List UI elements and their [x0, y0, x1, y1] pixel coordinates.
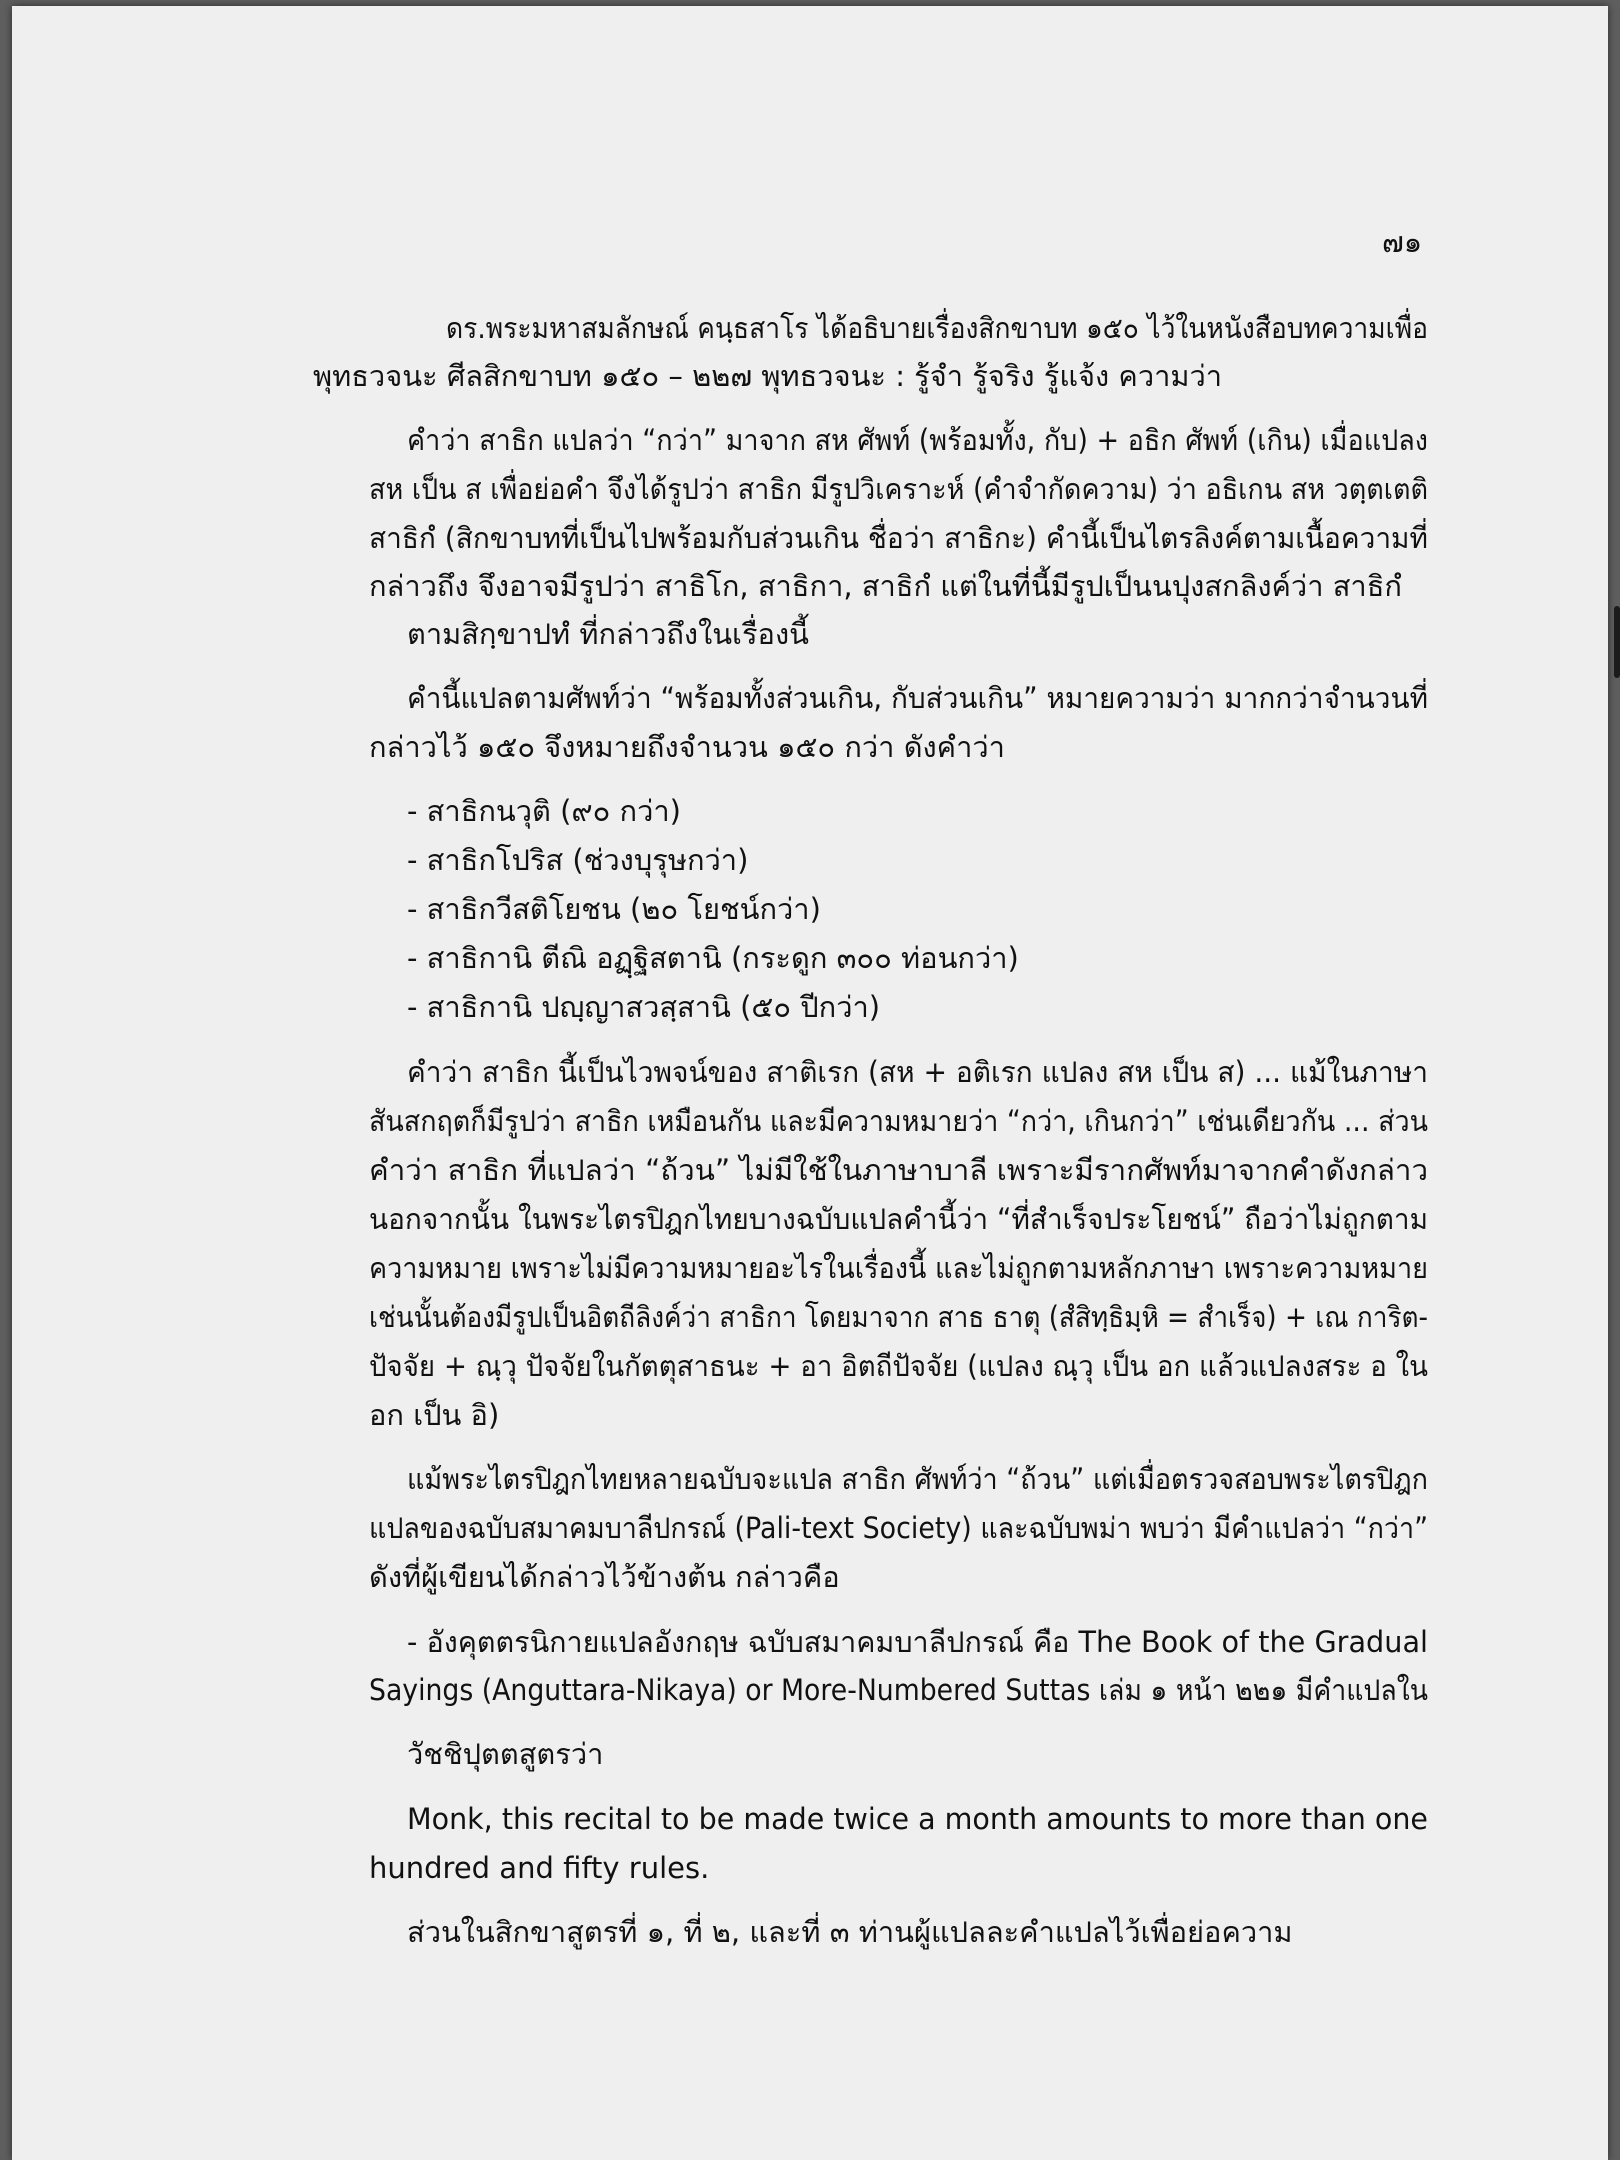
text-line: ตามสิกฺขาปทํ ที่กล่าวถึงในเรื่องนี้	[407, 617, 809, 651]
text-line: hundred and fifty rules.	[369, 1851, 710, 1885]
text-line: พุทธวจนะ ศีลสิกขาบท ๑๕๐ – ๒๒๗ พุทธวจนะ : รู้จำ รู้จริง รู้แจ้ง ความว่า	[313, 359, 1223, 393]
text-line: - อังคุตตรนิกายแปลอังกฤษ ฉบับสมาคมบาลีปกรณ์ คือ The Book of the Gradual	[407, 1625, 1428, 1659]
text-line: อก เป็น อิ)	[369, 1398, 500, 1432]
scrollbar-thumb[interactable]	[1614, 606, 1620, 678]
text-line: แม้พระไตรปิฎกไทยหลายฉบับจะแปล สาธิก ศัพท์ว่า “ถ้วน” แต่เมื่อตรวจสอบพระไตรปิฎก	[407, 1462, 1428, 1496]
text-line: - สาธิกโปริส (ช่วงบุรุษกว่า)	[407, 843, 749, 877]
text-line: วัชชิปุตตสูตรว่า	[407, 1737, 604, 1771]
text-line: ดังที่ผู้เขียนได้กล่าวไว้ข้างต้น กล่าวคือ	[369, 1560, 840, 1594]
text-line: - สาธิกนวุติ (๙๐ กว่า)	[407, 794, 681, 828]
document-page	[12, 6, 1608, 2160]
text-line: - สาธิกานิ ตีณิ อฏฺฐิสตานิ (กระดูก ๓๐๐ ท่อนกว่า)	[407, 941, 1019, 975]
text-line: ส่วนในสิกขาสูตรที่ ๑, ที่ ๒, และที่ ๓ ท่านผู้แปลละคำแปลไว้เพื่อย่อความ	[407, 1915, 1293, 1949]
text-line: คำว่า สาธิก ที่แปลว่า “ถ้วน” ไม่มีใช้ในภาษาบาลี เพราะมีรากศัพท์มาจากคำดังกล่าว	[369, 1153, 1428, 1187]
text-line: - สาธิกานิ ปญฺญาสวสฺสานิ (๕๐ ปีกว่า)	[407, 990, 881, 1024]
page-number: ๗๑	[1382, 225, 1423, 259]
text-line: แปลของฉบับสมาคมบาลีปกรณ์ (Pali-text Society) และฉบับพม่า พบว่า มีคำแปลว่า “กว่า”	[369, 1511, 1428, 1545]
text-line: ปัจจัย + ณฺวุ ปัจจัยในกัตตุสาธนะ + อา อิตถีปัจจัย (แปลง ณฺวุ เป็น อก แล้วแปลงสระ อ ใน	[369, 1349, 1428, 1383]
text-line: สาธิกํ (สิกขาบทที่เป็นไปพร้อมกับส่วนเกิน ชื่อว่า สาธิกะ) คำนี้เป็นไตรลิงค์ตามเนื้อความที่	[369, 521, 1428, 555]
text-line: คำว่า สาธิก นี้เป็นไวพจน์ของ สาติเรก (สห + อติเรก แปลง สห เป็น ส) ... แม้ในภาษา	[407, 1055, 1428, 1089]
text-line: - สาธิกวีสติโยชน (๒๐ โยชน์กว่า)	[407, 892, 821, 926]
text-line: Monk, this recital to be made twice a month amounts to more than one	[407, 1802, 1428, 1836]
text-line: Sayings (Anguttara-Nikaya) or More-Numbered Suttas เล่ม ๑ หน้า ๒๒๑ มีคำแปลใน	[369, 1673, 1428, 1707]
text-line: สห เป็น ส เพื่อย่อคำ จึงได้รูปว่า สาธิก มีรูปวิเคราะห์ (คำจำกัดความ) ว่า อธิเกน สห วตฺตเตติ	[369, 472, 1428, 506]
text-line: นอกจากนั้น ในพระไตรปิฎกไทยบางฉบับแปลคำนี้ว่า “ที่สำเร็จประโยชน์” ถือว่าไม่ถูกตาม	[369, 1202, 1428, 1236]
text-line: ความหมาย เพราะไม่มีความหมายอะไรในเรื่องนี้ และไม่ถูกตามหลักภาษา เพราะความหมาย	[369, 1251, 1428, 1285]
text-line: กล่าวไว้ ๑๕๐ จึงหมายถึงจำนวน ๑๕๐ กว่า ดังคำว่า	[369, 730, 1005, 764]
text-line: ดร.พระมหาสมลักษณ์ คนฺธสาโร ได้อธิบายเรื่องสิกขาบท ๑๕๐ ไว้ในหนังสือบทความเพื่อ	[446, 311, 1428, 345]
text-line: กล่าวถึง จึงอาจมีรูปว่า สาธิโก, สาธิกา, สาธิกํ แต่ในที่นี้มีรูปเป็นนปุงสกลิงค์ว่า สาธิกํ	[369, 569, 1402, 603]
text-line: คำนี้แปลตามศัพท์ว่า “พร้อมทั้งส่วนเกิน, กับส่วนเกิน” หมายความว่า มากกว่าจำนวนที่	[407, 681, 1428, 715]
text-line: เช่นนั้นต้องมีรูปเป็นอิตถีลิงค์ว่า สาธิกา โดยมาจาก สาธ ธาตุ (สํสิทฺธิมฺหิ = สำเร็จ) + เณ การิต-	[369, 1300, 1428, 1334]
text-line: คำว่า สาธิก แปลว่า “กว่า” มาจาก สห ศัพท์ (พร้อมทั้ง, กับ) + อธิก ศัพท์ (เกิน) เมื่อแปลง	[407, 423, 1428, 457]
text-line: สันสกฤตก็มีรูปว่า สาธิก เหมือนกัน และมีความหมายว่า “กว่า, เกินกว่า” เช่นเดียวกัน ... ส่วน	[369, 1104, 1428, 1138]
